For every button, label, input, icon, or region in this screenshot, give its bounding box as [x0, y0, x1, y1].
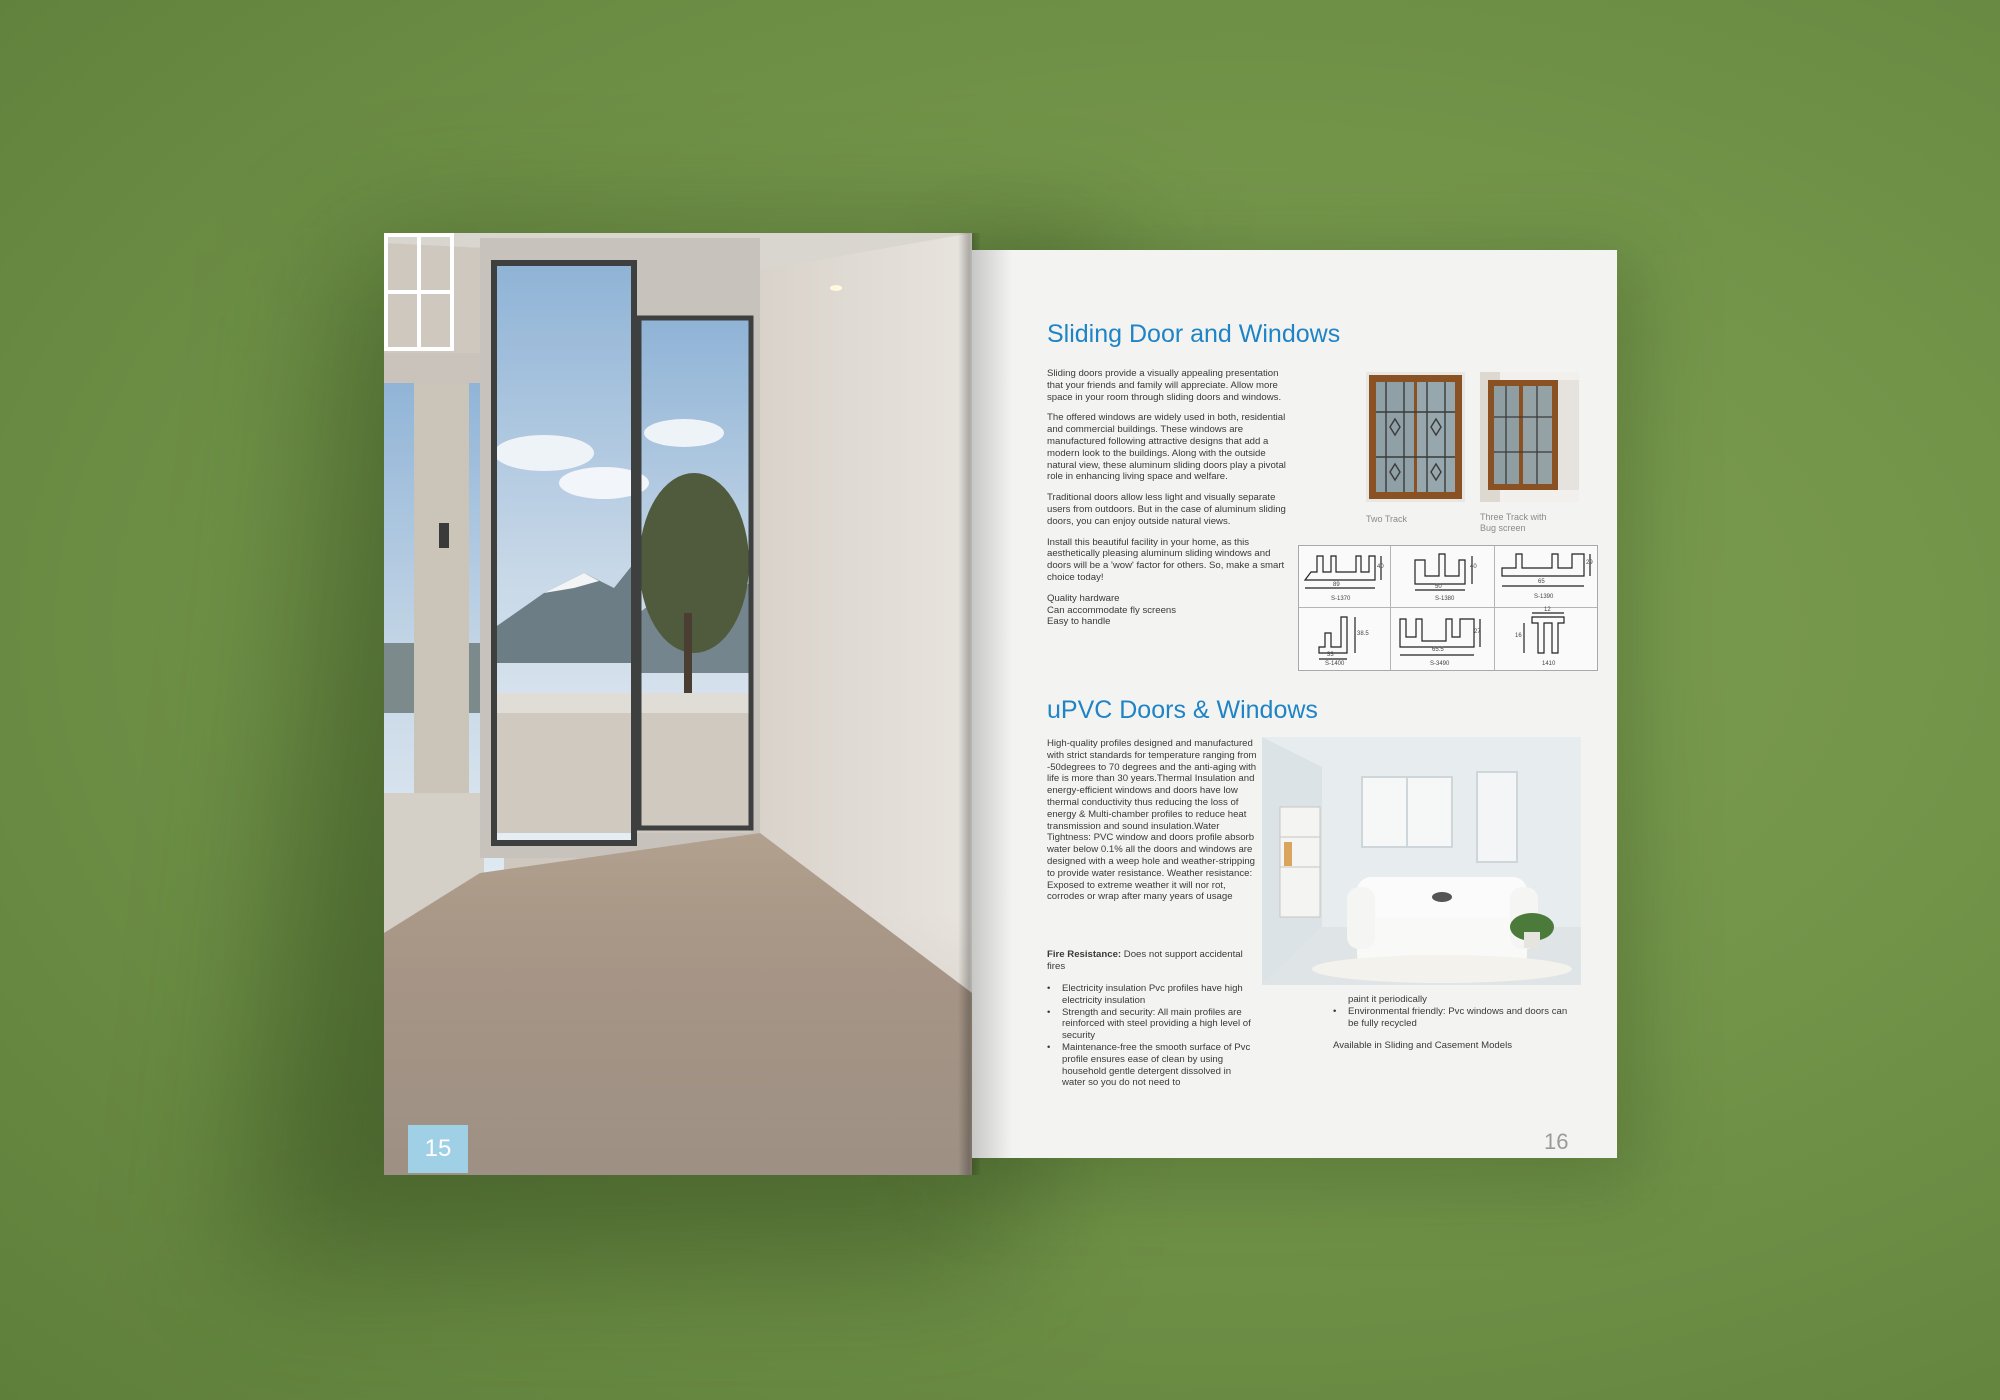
sliding-description	[1047, 368, 1297, 628]
upvc-bullets-right	[1333, 1006, 1578, 1030]
profile-code: S-1390	[1534, 594, 1554, 600]
feature-item: Quality hardware	[1047, 592, 1120, 604]
feature-item: Can accommodate fly screens	[1047, 604, 1177, 616]
fire-resistance-label: Fire Resistance:	[1047, 949, 1122, 960]
profile-code: 1410	[1542, 661, 1556, 667]
profile-cell	[1494, 607, 1597, 670]
list-item: • Environmental friendly: Pvc windows and doors can be fully recycled	[1333, 1006, 1578, 1030]
fire-resistance-text: Does not support accidental fires	[1047, 949, 1243, 972]
sliding-paragraph: The offered windows are widely used in both, residential and commercial buildings. These windows are manufactured following attractive designs that add a modern look to the buildings. Along with the outside natural view, these aluminum sliding doors play a pivotal role in enhancing living space and welfare.	[1047, 412, 1286, 483]
profile-dim: 29	[1586, 560, 1593, 566]
profile-dim: 65	[1538, 579, 1545, 585]
sliding-paragraph: Install this beautiful facility in your home, as this aesthetically pleasing aluminum sliding windows and doors will be a 'wow' factor for others. So, make a smart choice today!	[1047, 536, 1285, 583]
profile-dim: 38.5	[1357, 631, 1369, 637]
upvc-bullets-left	[1047, 983, 1257, 1089]
profile-dim: 33	[1327, 652, 1334, 658]
list-item: • Strength and security: All main profiles are reinforced with steel providing a high level of security	[1047, 1007, 1257, 1042]
caption-two-track: Two Track	[1366, 514, 1408, 524]
profile-cell	[1299, 607, 1391, 670]
profile-dim: 27	[1474, 629, 1481, 635]
fire-resistance-note	[1047, 949, 1247, 973]
two-track-window-photo	[1366, 372, 1465, 502]
feature-item: Easy to handle	[1047, 616, 1111, 628]
gutter-shade	[972, 250, 1012, 1158]
profile-cell	[1390, 546, 1495, 608]
profile-code: S-1370	[1331, 596, 1351, 602]
list-item: • Electricity insulation Pvc profiles have high electricity insulation	[1047, 983, 1257, 1007]
profile-cell	[1390, 607, 1495, 670]
profile-dim: 12	[1544, 607, 1551, 613]
profile-code: S-1400	[1325, 661, 1345, 667]
sliding-paragraph: Sliding doors provide a visually appealing presentation that your friends and family will appreciate. Allow more space in your room through sliding doors and windows.	[1047, 368, 1282, 403]
availability-note: Available in Sliding and Casement Models	[1333, 1040, 1513, 1051]
profile-cell	[1494, 546, 1597, 608]
profile-drawings-grid	[1298, 545, 1598, 671]
upvc-section-title: uPVC Doors & Windows	[1047, 696, 1318, 724]
profile-dim: 65.5	[1432, 647, 1444, 653]
profile-dim: 50	[1435, 584, 1442, 590]
living-room-photo	[1262, 737, 1581, 985]
bullet-continuation: paint it periodically	[1348, 994, 1427, 1005]
profile-dim: 40	[1470, 564, 1477, 570]
room-photo	[384, 233, 972, 1175]
page-number-left: 15	[408, 1125, 468, 1173]
window-grid-icon	[384, 233, 454, 351]
upvc-description: High-quality profiles designed and manufactured with strict standards for temperature ranging from -50degrees to 70 degrees and the anti-aging with life is more than 30 years.Thermal Insulation and energy-efficient windows and doors have low thermal conductivity thus reducing the loss of energy & Multi-chamber profiles to reduce heat transmission and sound insulation.Water Tightness: PVC window and doors profile absorb water below 0.1% all the doors and windows are designed with a weep hole and weather-stripping to provide water resistance. Weather resistance: Exposed to extreme weather it will nor rot, corrodes or wrap after many years of usage	[1047, 738, 1257, 903]
three-track-window-photo	[1480, 372, 1579, 502]
profile-cell	[1299, 546, 1391, 608]
page-number-right: 16	[1544, 1129, 1569, 1154]
left-page	[384, 233, 972, 1175]
profile-dim: 89	[1333, 582, 1340, 588]
sliding-paragraph: Traditional doors allow less light and visually separate users from outdoors. But in the case of aluminum sliding doors, you can enjoy outside natural views.	[1047, 492, 1286, 527]
profile-code: S-3490	[1430, 661, 1450, 667]
sliding-section-title: Sliding Door and Windows	[1047, 320, 1341, 348]
profile-dim: 16	[1515, 633, 1522, 639]
profile-code: S-1380	[1435, 596, 1455, 602]
right-page	[972, 250, 1617, 1158]
list-item: • Maintenance-free the smooth surface of Pvc profile ensures ease of clean by using household gentle detergent dissolved in water so you do not need to	[1047, 1042, 1257, 1089]
profile-dim: 40	[1377, 564, 1384, 570]
caption-three-track-line2: Bug screen	[1480, 523, 1526, 533]
caption-three-track-line1: Three Track with	[1480, 512, 1547, 522]
